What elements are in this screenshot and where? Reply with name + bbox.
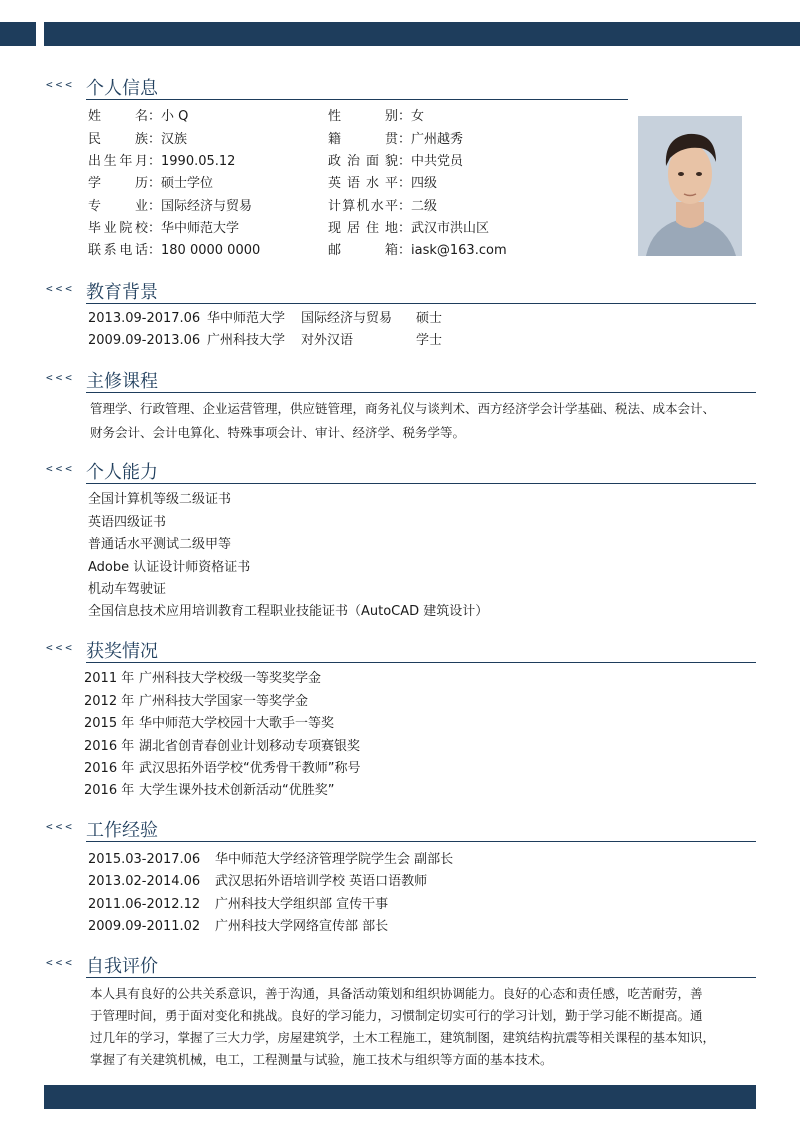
chevron-left-icon: <<< — [46, 820, 75, 833]
list-item: 全国信息技术应用培训教育工程职业技能证书（AutoCAD 建筑设计） — [88, 604, 489, 619]
header-bar-right — [44, 22, 800, 46]
education-degree: 硕士 — [416, 311, 443, 326]
list-item: Adobe 认证设计师资格证书 — [88, 560, 251, 575]
work-text: 广州科技大学组织部 宣传干事 — [215, 897, 389, 912]
info-row: 籍贯：广州越秀 — [328, 132, 464, 147]
work-period: 2013.02-2014.06 — [88, 874, 201, 889]
courses-line: 管理学、行政管理、企业运营管理，供应链管理，商务礼仪与谈判术、西方经济学会计学基础、税法、成本会计、 — [90, 401, 716, 416]
section-personal-info — [46, 74, 628, 100]
section-title: 自我评价 — [86, 956, 158, 977]
section-title: 个人能力 — [86, 462, 158, 483]
award-year: 2016 年 — [84, 783, 135, 798]
work-text: 广州科技大学网络宣传部 部长 — [215, 919, 389, 934]
section-rule — [86, 483, 756, 484]
award-text: 华中师范大学校园十大歌手一等奖 — [139, 716, 335, 731]
section-rule — [86, 841, 756, 842]
info-row: 民族：汉族 — [88, 132, 188, 147]
section-title: 工作经验 — [86, 820, 158, 841]
section-abilities — [46, 458, 756, 484]
section-education — [46, 278, 756, 304]
award-text: 广州科技大学校级一等奖奖学金 — [139, 671, 322, 686]
section-awards — [46, 637, 756, 663]
chevron-left-icon: <<< — [46, 371, 75, 384]
info-row: 出生年月：1990.05.12 — [88, 154, 236, 169]
section-courses — [46, 367, 756, 393]
work-period: 2011.06-2012.12 — [88, 897, 201, 912]
info-row: 毕业院校：华中师范大学 — [88, 221, 240, 236]
education-school: 华中师范大学 — [207, 311, 286, 326]
list-item: 英语四级证书 — [88, 515, 167, 530]
info-row: 计算机水平：二级 — [328, 199, 438, 214]
info-row: 学历：硕士学位 — [88, 176, 214, 191]
section-rule — [86, 662, 756, 663]
award-year: 2012 年 — [84, 694, 135, 709]
award-text: 武汉思拓外语学校“优秀骨干教师”称号 — [139, 761, 361, 776]
award-text: 湖北省创青春创业计划移动专项赛银奖 — [139, 739, 361, 754]
award-year: 2016 年 — [84, 761, 135, 776]
chevron-left-icon: <<< — [46, 78, 75, 91]
award-year: 2015 年 — [84, 716, 135, 731]
info-row: 英语水平：四级 — [328, 176, 438, 191]
award-text: 大学生课外技术创新活动“优胜奖” — [139, 783, 335, 798]
portrait-image — [638, 116, 742, 256]
self-line: 掌握了有关建筑机械，电工，工程测量与试验，施工技术与组织等方面的基本技术。 — [90, 1052, 553, 1067]
section-title: 主修课程 — [86, 371, 158, 392]
work-period: 2015.03-2017.06 — [88, 852, 201, 867]
self-line: 过几年的学习，掌握了三大力学，房屋建筑学，土木工程施工，建筑制图，建筑结构抗震等相关课程的基本知识， — [90, 1030, 716, 1045]
section-title: 教育背景 — [86, 282, 158, 303]
info-row: 专业：国际经济与贸易 — [88, 199, 253, 214]
avatar — [638, 116, 742, 256]
list-item: 机动车驾驶证 — [88, 582, 167, 597]
self-line: 于管理时间，勇于面对变化和挑战。良好的学习能力，习惯制定切实可行的学习计划，勤于学习能不断提高。通 — [90, 1008, 703, 1023]
list-item: 全国计算机等级二级证书 — [88, 492, 232, 507]
award-year: 2011 年 — [84, 671, 135, 686]
info-row: 邮箱：iask@163.com — [328, 243, 507, 258]
education-period: 2009.09-2013.06 — [88, 333, 201, 348]
courses-line: 财务会计、会计电算化、特殊事项会计、审计、经济学、税务学等。 — [90, 425, 466, 440]
chevron-left-icon: <<< — [46, 956, 75, 969]
footer-bar — [44, 1085, 756, 1109]
info-row: 现居住地：武汉市洪山区 — [328, 221, 490, 236]
list-item: 普通话水平测试二级甲等 — [88, 537, 232, 552]
section-rule — [86, 392, 756, 393]
work-text: 华中师范大学经济管理学院学生会 副部长 — [215, 852, 454, 867]
education-degree: 学士 — [416, 333, 443, 348]
education-school: 广州科技大学 — [207, 333, 286, 348]
chevron-left-icon: <<< — [46, 282, 75, 295]
self-line: 本人具有良好的公共关系意识，善于沟通，具备活动策划和组织协调能力。良好的心态和责任感，吃苦耐劳，善 — [90, 986, 703, 1001]
info-row: 政治面貌：中共党员 — [328, 154, 464, 169]
info-row: 姓名：小 Q — [88, 109, 189, 124]
section-rule — [86, 99, 628, 100]
section-rule — [86, 303, 756, 304]
chevron-left-icon: <<< — [46, 641, 75, 654]
section-self-evaluation — [46, 952, 756, 978]
chevron-left-icon: <<< — [46, 462, 75, 475]
section-work — [46, 816, 756, 842]
section-title: 个人信息 — [86, 78, 158, 99]
award-year: 2016 年 — [84, 739, 135, 754]
section-title: 获奖情况 — [86, 641, 158, 662]
work-period: 2009.09-2011.02 — [88, 919, 201, 934]
work-text: 武汉思拓外语培训学校 英语口语教师 — [215, 874, 428, 889]
info-row: 性别：女 — [328, 109, 425, 124]
header-bar-left — [0, 22, 36, 46]
education-major: 对外汉语 — [301, 333, 354, 348]
education-major: 国际经济与贸易 — [301, 311, 393, 326]
award-text: 广州科技大学国家一等奖学金 — [139, 694, 309, 709]
info-row: 联系电话：180 0000 0000 — [88, 243, 261, 258]
section-rule — [86, 977, 756, 978]
education-period: 2013.09-2017.06 — [88, 311, 201, 326]
